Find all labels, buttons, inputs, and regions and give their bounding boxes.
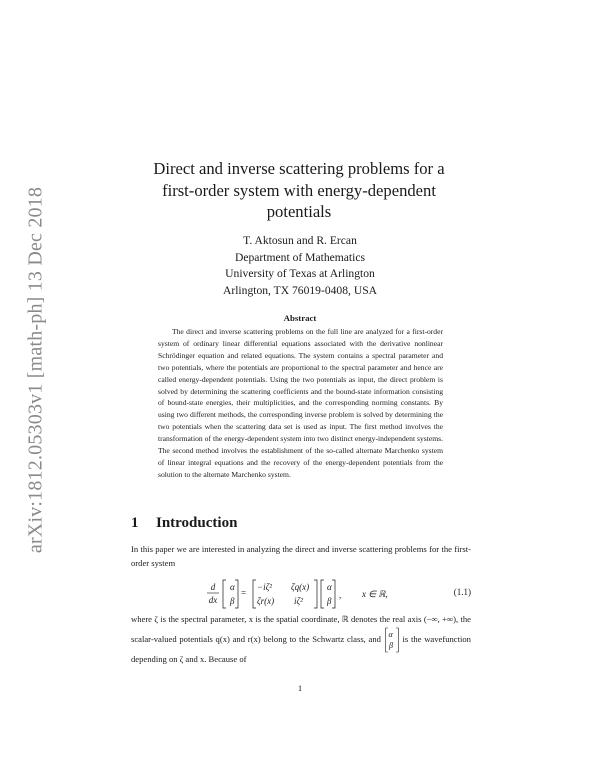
section-title: Introduction bbox=[156, 515, 238, 531]
equation-number: (1.1) bbox=[453, 587, 471, 597]
author-department: Department of Mathematics bbox=[234, 250, 366, 264]
page-number: 1 bbox=[297, 683, 303, 693]
author-block bbox=[150, 233, 450, 299]
eq-vec2-left-bracket bbox=[321, 580, 324, 608]
eq-mat-left-bracket bbox=[253, 580, 256, 608]
eq-m11: −iζ² bbox=[257, 582, 272, 592]
intro-paragraph-2-b: is the wavefunction depending on ζ and x. Because of bbox=[131, 633, 471, 664]
intro-paragraph-1: In this paper we are interested in analyzing the direct and inverse scattering problems for the first-order system bbox=[131, 544, 471, 568]
eq-vec-right-bracket bbox=[235, 580, 238, 608]
eq-m21: ζr(x) bbox=[257, 596, 275, 606]
eq-vec-left-bracket bbox=[223, 580, 226, 608]
abstract-text: The direct and inverse scattering problems on the full line are analyzed for a first-order system of ordinary linear differential equations associated with the derivative nonlinear Schrödinger equation and related equations. The system contains a spectral parameter and two potentials, where the potentials are proportional to the spectral parameter and hence are called energy-dependent potentials. Using the two potentials as input, the direct problem is solved by determining the scattering coefficients and the bound-state information consisting of bound-state energies, their multiplicities, and the corresponding norming constants. By using two different methods, the corresponding inverse problem is solved by determining the two potentials when the scattering data set is used as input. The first method involves the transformation of the energy-dependent system into two distinct energy-independent systems. The second method involves the establishment of the so-called alternate Marchenko system of linear integral equations and the recovery of the energy-dependent potentials from the solution to the alternate Marchenko system. bbox=[158, 327, 443, 479]
arxiv-sidebar-stamp bbox=[21, 175, 51, 565]
intro-paragraph-2 bbox=[131, 613, 471, 666]
eq-mat-right-bracket bbox=[314, 580, 317, 608]
title-line: first-order system with energy-dependent bbox=[162, 180, 436, 200]
eq-vec2-right-bracket bbox=[332, 580, 335, 608]
eq-m12: ζq(x) bbox=[291, 582, 310, 592]
equation-body bbox=[131, 576, 401, 612]
section-heading bbox=[131, 515, 237, 532]
section-number: 1 bbox=[131, 515, 139, 531]
title-line: potentials bbox=[266, 202, 332, 221]
eq-equals: = bbox=[241, 588, 247, 598]
author-address: Arlington, TX 76019-0408, USA bbox=[222, 283, 378, 297]
paper-title bbox=[130, 158, 468, 223]
abstract-heading: Abstract bbox=[283, 313, 317, 323]
wf-top: α bbox=[388, 629, 393, 639]
eq-comma: , bbox=[339, 590, 342, 600]
eq-m22: iζ² bbox=[294, 596, 303, 606]
author-names: T. Aktosun and R. Ercan bbox=[243, 234, 357, 247]
eq-domain: x ∈ ℝ, bbox=[362, 589, 388, 599]
eq-vec2-bot: β bbox=[327, 596, 332, 606]
title-line: Direct and inverse scattering problems for a bbox=[153, 159, 445, 178]
eq-vec-top: α bbox=[230, 582, 235, 592]
eq-lhs-num: d bbox=[210, 582, 216, 592]
eq-vec-bot: β bbox=[230, 596, 235, 606]
intro-paragraph-2-a: where ζ is the spectral parameter, x is the spatial coordinate, ℝ denotes the real axis (−∞, +∞), the scalar-valued potentials q(x) and r(x) belong to the Schwartz class, and bbox=[131, 614, 471, 644]
wf-right-bracket bbox=[396, 628, 399, 652]
wavefunction-vector bbox=[384, 627, 400, 653]
equation-1-1 bbox=[131, 576, 471, 612]
arxiv-identifier: arXiv:1812.05303v1 [math-ph] 13 Dec 2018 bbox=[24, 186, 47, 554]
author-university: University of Texas at Arlington bbox=[225, 267, 375, 280]
eq-vec2-top: α bbox=[327, 582, 332, 592]
eq-lhs-den: dx bbox=[208, 595, 218, 605]
wf-bot: β bbox=[388, 640, 393, 650]
